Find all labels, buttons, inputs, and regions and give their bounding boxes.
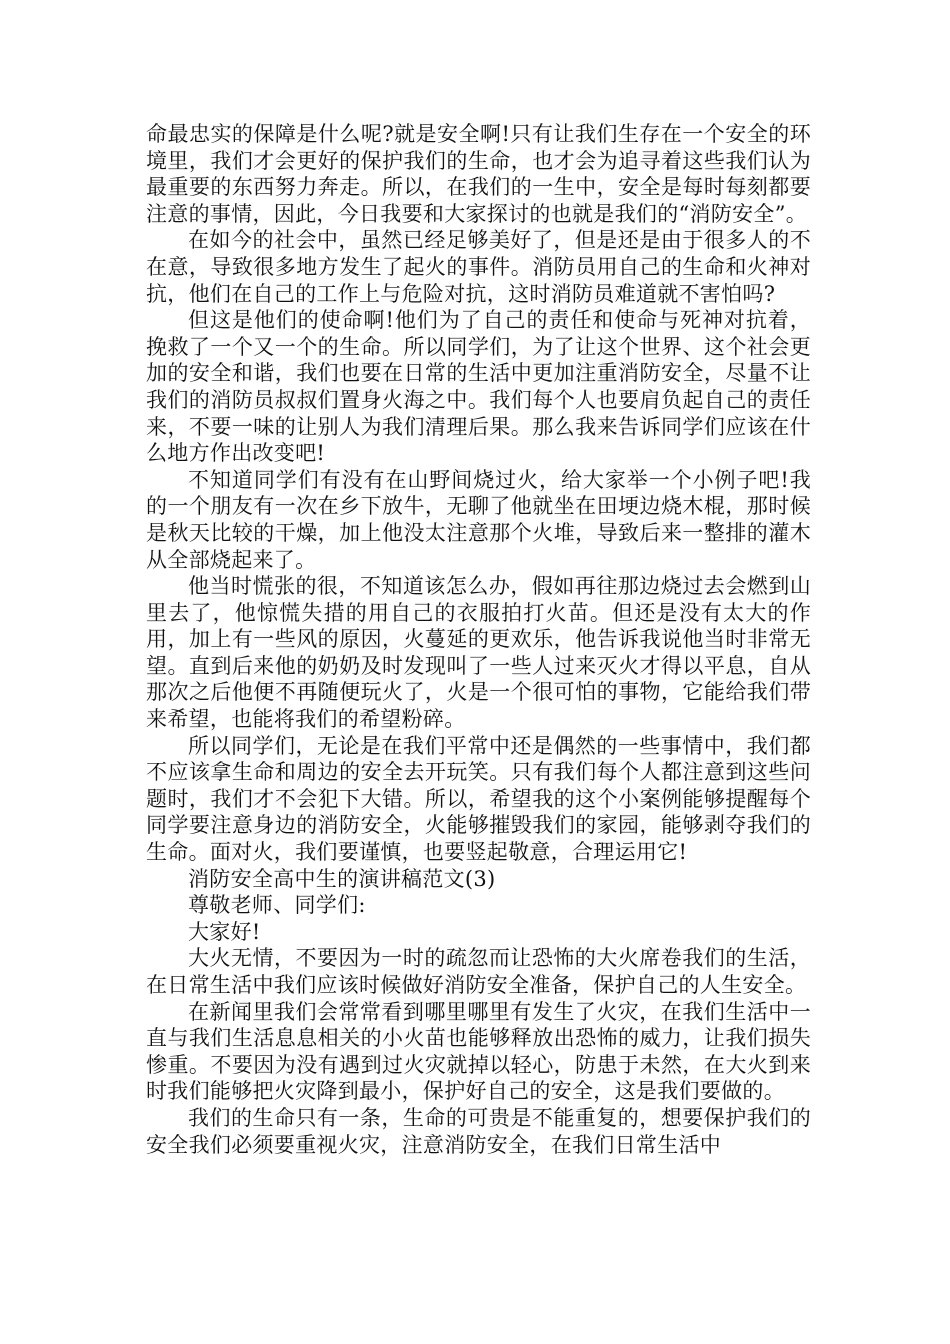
paragraph-5: 他当时慌张的很，不知道该怎么办，假如再往那边烧过去会燃到山里去了，他惊慌失措的用自己的衣服拍打火苗。但还是没有太大的作用，加上有一些风的原因，火蔓延的更欢乐，他告诉我说他当时非常无望。直到后来他的奶奶及时发现叫了一些人过来灭火才得以平息，自从那次之后他便不再随便玩火了，火是一个很可怕的事物，它能给我们带来希望，也能将我们的希望粉碎。 [146, 574, 811, 732]
paragraph-2: 在如今的社会中，虽然已经足够美好了，但是还是由于很多人的不在意，导致很多地方发生了起火的事件。消防员用自己的生命和火神对抗，他们在自己的工作上与危险对抗，这时消防员难道就不害怕吗? [146, 228, 811, 306]
paragraph-3: 但这是他们的使命啊!他们为了自己的责任和使命与死神对抗着，挽救了一个又一个的生命。所以同学们，为了让这个世界、这个社会更加的安全和谐，我们也要在日常的生活中更加注重消防安全，尽量不让我们的消防员叔叔们置身火海之中。我们每个人也要肩负起自己的责任来，不要一味的让别人为我们清理后果。那么我来告诉同学们应该在什么地方作出改变吧! [146, 308, 811, 466]
section-title: 消防安全高中生的演讲稿范文(3) [188, 866, 496, 891]
paragraph-1: 命最忠实的保障是什么呢?就是安全啊!只有让我们生存在一个安全的环境里，我们才会更好的保护我们的生命，也才会为追寻着这些我们认为最重要的东西努力奔走。所以，在我们的一生中，安全是每时每刻都要注意的事情，因此，今日我要和大家探讨的也就是我们的“消防安全”。 [146, 122, 811, 226]
paragraph-7: 大火无情，不要因为一时的疏忽而让恐怖的大火席卷我们的生活，在日常生活中我们应该时候做好消防安全准备，保护自己的人生安全。 [146, 946, 811, 997]
paragraph-4: 不知道同学们有没有在山野间烧过火，给大家举一个小例子吧!我的一个朋友有一次在乡下放牛，无聊了他就坐在田埂边烧木棍，那时候是秋天比较的干燥，加上他没太注意那个火堆，导致后来一整排的灌木从全部烧起来了。 [146, 467, 811, 572]
document-body [146, 121, 811, 1158]
paragraph-9: 我们的生命只有一条，生命的可贵是不能重复的，想要保护我们的安全我们必须要重视火灾，注意消防安全，在我们日常生活中 [146, 1105, 811, 1157]
paragraph-8: 在新闻里我们会常常看到哪里哪里有发生了火灾，在我们生活中一直与我们生活息息相关的小火苗也能够释放出恐怖的威力，让我们损失惨重。不要因为没有遇到过火灾就掉以轻心，防患于未然，在大火到来时我们能够把火灾降到最小，保护好自己的安全，这是我们要做的。 [146, 999, 811, 1104]
paragraph-6: 所以同学们，无论是在我们平常中还是偶然的一些事情中，我们都不应该拿生命和周边的安全去开玩笑。只有我们每个人都注意到这些问题时，我们才不会犯下大错。所以，希望我的这个小案例能够提醒每个同学要注意身边的消防安全，火能够摧毁我们的家园，能够剥夺我们的生命。面对火，我们要谨慎，也要竖起敬意，合理运用它! [146, 733, 811, 865]
salutation: 尊敬老师、同学们: [188, 893, 366, 918]
greeting: 大家好! [188, 919, 261, 944]
